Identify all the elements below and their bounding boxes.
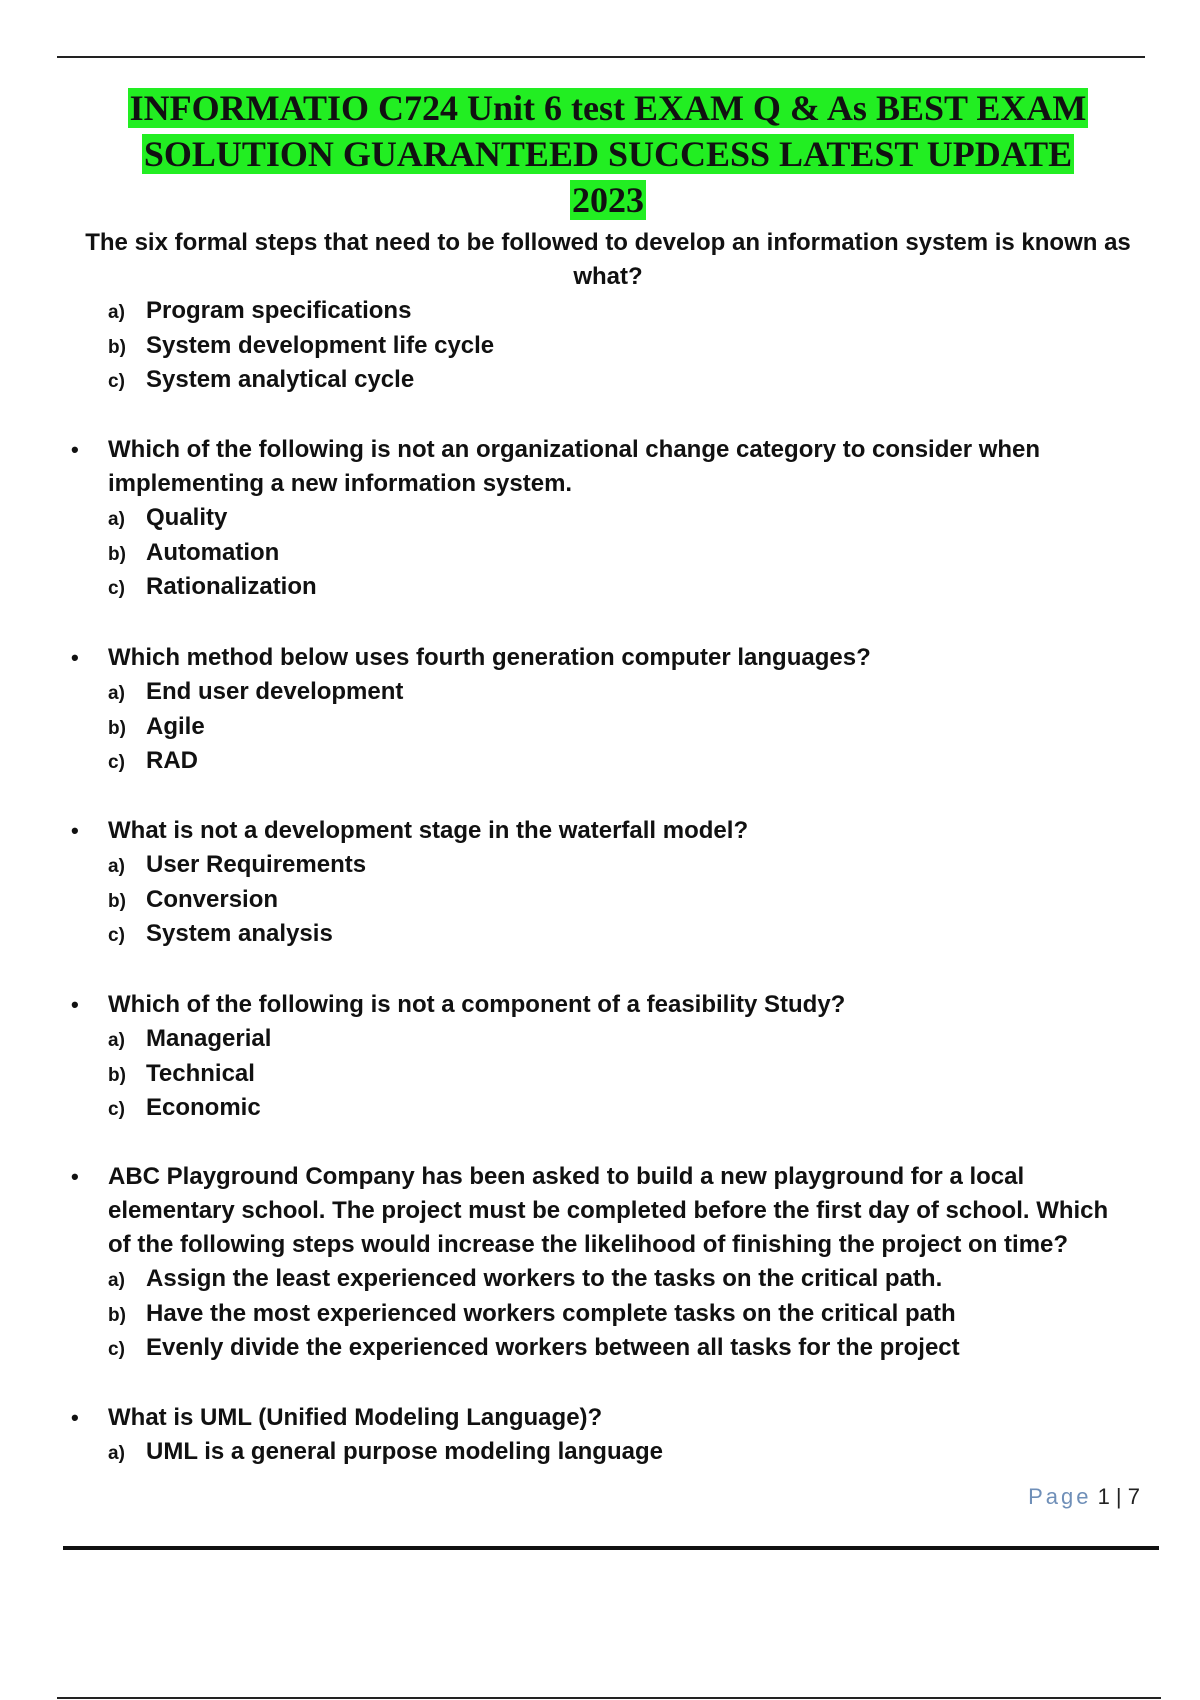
option-text: Evenly divide the experienced workers between all tasks for the project [146, 1334, 960, 1361]
question-line [62, 988, 1142, 1022]
question-block [62, 433, 1142, 605]
option-item [62, 675, 1142, 710]
bullet-icon: • [71, 818, 79, 843]
option-letter: c) [108, 1339, 125, 1360]
option-item [62, 1331, 1142, 1366]
question-text: elementary school. The project must be completed before the first day of school. Which [108, 1197, 1109, 1224]
option-letter: a) [108, 302, 125, 323]
option-text: System analytical cycle [146, 366, 415, 393]
question-line [62, 814, 1142, 848]
option-item [62, 1057, 1142, 1092]
option-letter: c) [108, 578, 125, 599]
bullet-icon: • [71, 1164, 79, 1189]
question-text: of the following steps would increase the likelihood of finishing the project on time? [108, 1231, 1069, 1258]
option-letter: b) [108, 543, 126, 565]
option-item [62, 536, 1142, 571]
option-text: End user development [146, 678, 404, 705]
question-text: ABC Playground Company has been asked to build a new playground for a local [108, 1163, 1025, 1190]
option-letter: b) [108, 890, 126, 912]
option-item [62, 570, 1142, 605]
option-text: Have the most experienced workers complete tasks on the critical path [146, 1299, 956, 1327]
intro-question-text [63, 226, 1153, 294]
option-letter: b) [108, 717, 126, 739]
option-item [62, 710, 1142, 745]
option-text: Technical [146, 1059, 255, 1087]
bottom-rule [57, 1697, 1161, 1699]
question-block [62, 1401, 1142, 1470]
option-item [62, 883, 1142, 918]
page-number [980, 1482, 1140, 1512]
option-text: Quality [146, 504, 228, 531]
option-letter: a) [108, 1030, 125, 1051]
intro-question-line: The six formal steps that need to be followed to develop an information system is known as what? [85, 229, 1131, 290]
footer-rule [63, 1546, 1159, 1550]
option-text: System development life cycle [146, 331, 495, 359]
intro-question-options [62, 294, 1142, 398]
option-text: RAD [146, 747, 198, 774]
title-line-1: INFORMATIO C724 Unit 6 test EXAM Q & As BEST EXAM [129, 88, 1087, 128]
option-item [62, 1435, 1142, 1470]
question-block [62, 988, 1142, 1126]
option-text: System analysis [146, 920, 333, 947]
option-letter: a) [108, 683, 125, 704]
bullet-icon: • [71, 437, 79, 462]
option-letter: c) [108, 752, 125, 773]
option-text: Agile [146, 712, 205, 740]
question-text: What is UML (Unified Modeling Language)? [108, 1404, 603, 1431]
bullet-icon: • [71, 1405, 79, 1430]
title-line-3: 2023 [572, 180, 644, 220]
bullet-icon: • [71, 645, 79, 670]
question-line [62, 641, 1142, 675]
option-item [62, 294, 1142, 329]
question-block [62, 814, 1142, 952]
question-text: Which of the following is not a component of a feasibility Study? [108, 991, 846, 1018]
option-text: Economic [146, 1094, 261, 1121]
option-item [62, 1297, 1142, 1332]
question-block [62, 1160, 1142, 1366]
title-line-2: SOLUTION GUARANTEED SUCCESS LATEST UPDATE [143, 134, 1073, 174]
option-item [62, 363, 1142, 398]
question-block [62, 641, 1142, 779]
option-letter: b) [108, 336, 126, 358]
option-letter: a) [108, 1443, 125, 1464]
option-text: Automation [146, 538, 280, 566]
question-line [62, 467, 1142, 501]
option-item [62, 744, 1142, 779]
bullet-icon: • [71, 992, 79, 1017]
question-line [62, 1228, 1142, 1262]
option-letter: a) [108, 509, 125, 530]
question-line [62, 1401, 1142, 1435]
option-letter: a) [108, 856, 125, 877]
question-line [62, 1160, 1142, 1194]
question-text: implementing a new information system. [108, 470, 573, 497]
option-text: Conversion [146, 885, 279, 913]
document-title [63, 85, 1153, 223]
option-text: UML is a general purpose modeling language [146, 1438, 663, 1465]
option-text: Assign the least experienced workers to the tasks on the critical path. [146, 1265, 943, 1292]
question-line [62, 1194, 1142, 1228]
top-rule [57, 56, 1145, 58]
option-letter: c) [108, 371, 125, 392]
option-letter: a) [108, 1270, 125, 1291]
option-letter: b) [108, 1064, 126, 1086]
option-text: Rationalization [146, 573, 317, 600]
option-letter: c) [108, 1099, 125, 1120]
option-text: User Requirements [146, 851, 367, 878]
question-line [62, 433, 1142, 467]
question-text: Which method below uses fourth generation computer languages? [108, 644, 871, 671]
option-item [62, 917, 1142, 952]
option-item [62, 848, 1142, 883]
option-text: Program specifications [146, 297, 412, 324]
option-letter: c) [108, 925, 125, 946]
option-letter: b) [108, 1304, 126, 1326]
option-item [62, 501, 1142, 536]
question-text: Which of the following is not an organizational change category to consider when [108, 436, 1041, 463]
option-item [62, 1022, 1142, 1057]
option-item [62, 1091, 1142, 1126]
option-item [62, 1262, 1142, 1297]
option-text: Managerial [146, 1025, 272, 1052]
page-count: 1 | 7 [1097, 1484, 1140, 1509]
question-text: What is not a development stage in the waterfall model? [108, 817, 749, 844]
page-word: Page [1028, 1484, 1092, 1509]
option-item [62, 329, 1142, 364]
